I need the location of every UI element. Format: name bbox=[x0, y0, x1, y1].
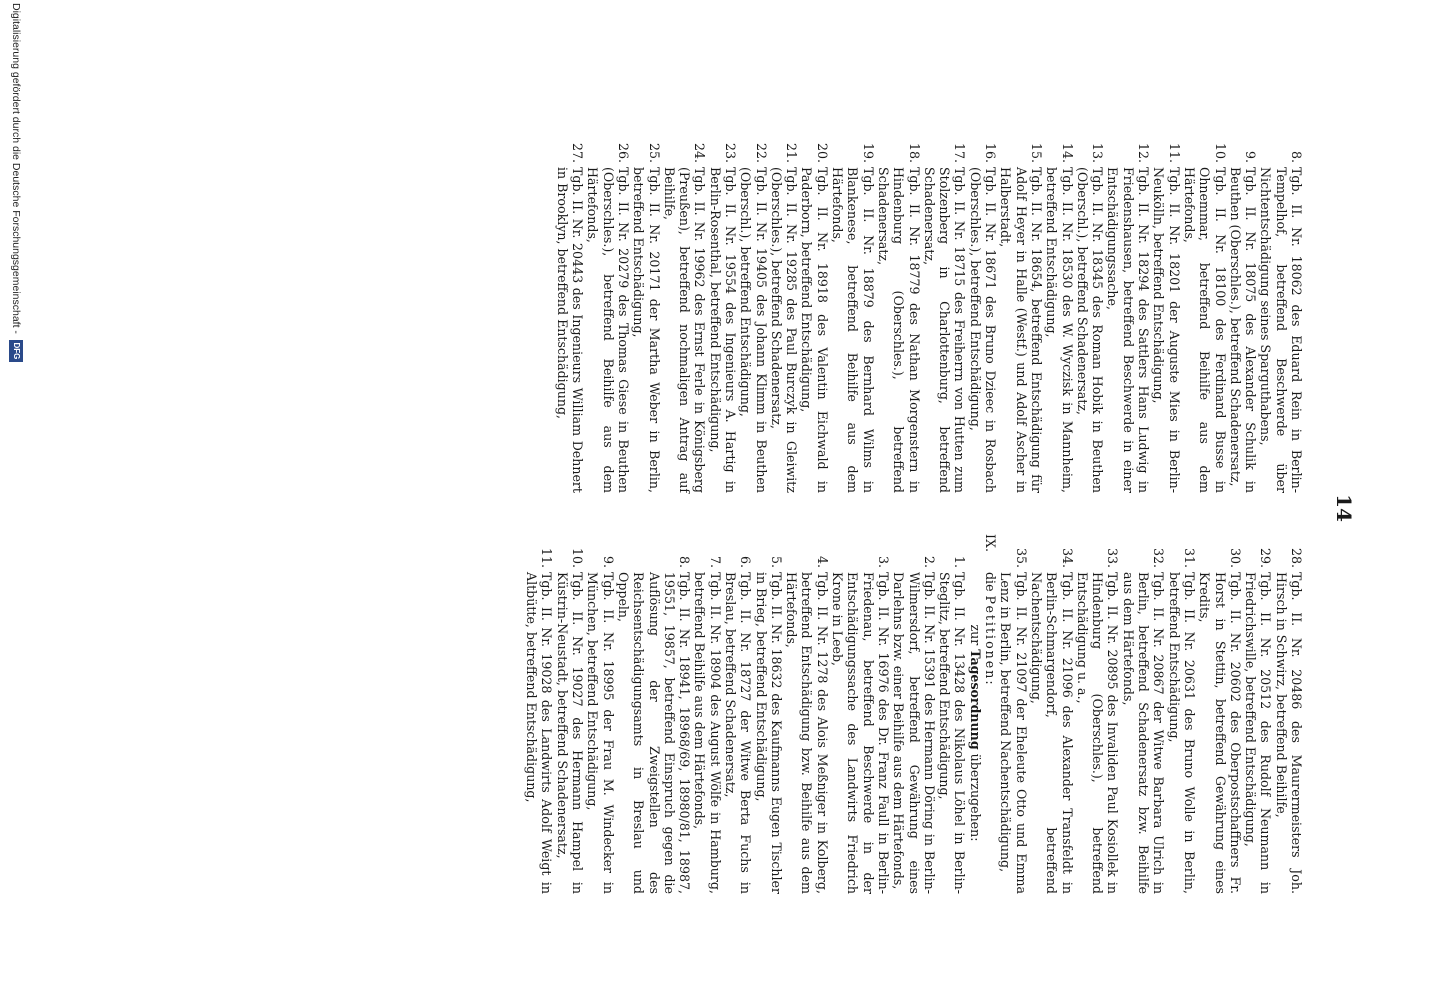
page-number: 14 bbox=[1332, 494, 1356, 522]
list-item bbox=[1258, 145, 1304, 493]
item-text: Tgb. II. Nr. 18727 der Witwe Berta Fuchs in Breslau, betreffend Schadenersatz, bbox=[723, 572, 754, 894]
list-item bbox=[768, 142, 800, 493]
footer-text: Digitalisierung gefördert durch die Deutsche Forschungsgemeinschaft - bbox=[10, 3, 22, 334]
list-item bbox=[753, 550, 784, 894]
item-text: Tgb. II. Nr. 18904 des August Wölfe in Hamburg, betreffend Beihilfe aus dem Härtefonds, bbox=[692, 572, 723, 894]
item-text: Tgb. II. Nr. 21097 der Eheleute Otto und Emma Lenz in Berlin, betreffend Nachentschädigung, bbox=[998, 572, 1029, 894]
item-number: 11. bbox=[539, 547, 555, 568]
list-item bbox=[1228, 145, 1259, 493]
list-item bbox=[830, 550, 891, 894]
list-item bbox=[998, 547, 1029, 894]
list-item bbox=[1105, 142, 1152, 493]
section-ix-roman: IX. bbox=[983, 534, 999, 552]
list-item bbox=[1074, 142, 1106, 493]
list-item bbox=[585, 550, 616, 894]
item-text: Tgb. II. Nr. 18671 des Bruno Dzieec in Rosbach (Oberschles.), betreffend Entschädigung, bbox=[967, 167, 999, 493]
item-number: 9. bbox=[600, 555, 616, 568]
item-text: Tgb. II. Nr. 20486 des Maurermeisters Joh. Hirsch in Schwirz, betreffend Beihilfe, bbox=[1273, 572, 1304, 894]
item-number: 6. bbox=[738, 555, 754, 568]
list-item bbox=[1243, 547, 1274, 894]
item-number: 30. bbox=[1227, 547, 1243, 568]
item-text: Tgb. II. Nr. 18201 der Auguste Mies in Berlin-Neukölln, betreffend Entschädigung, bbox=[1151, 167, 1182, 493]
item-text: Tgb. II. Nr. 20895 des Invaliden Paul Kosiollek in Hindenburg (Oberschles.), betreffend Entschädigung u. a., bbox=[1074, 572, 1121, 894]
list-item bbox=[1044, 142, 1075, 493]
list-item bbox=[554, 142, 586, 493]
item-text: Tgb. II. Nr. 20602 des Oberpostschaffners Fr. Horst in Stettin, betreffend Gewährung eines Kredits, bbox=[1197, 572, 1243, 894]
list-item bbox=[524, 547, 555, 894]
item-text: Tgb. II. Nr. 20171 der Martha Weber in Berlin, betreffend Entschädigung, bbox=[631, 167, 662, 493]
item-text: Tgb. II. Nr. 19285 des Paul Burczyk in Gleiwitz (Oberschles.), betreffend Schadenersatz, bbox=[768, 167, 800, 493]
item-text: Tgb. II. Nr. 18632 des Kaufmanns Eugen Tischler in Brieg, betreffend Entschädigung, bbox=[753, 572, 784, 894]
digitization-footer bbox=[6, 3, 26, 993]
item-number: 24. bbox=[692, 142, 708, 163]
item-text: Tgb. II. Nr. 18530 des W. Wyczisk in Mannheim, betreffend Entschädigung, bbox=[1044, 167, 1075, 493]
item-text: Tgb. II. Nr. 15391 des Hermann Döring in Berlin-Wilmersdorf, betreffend Gewährung eines Darlehns bzw. einer Beihilfe aus dem Härtefonds, bbox=[891, 572, 937, 894]
item-number: 31. bbox=[1181, 547, 1197, 568]
section-ix-petitions: Petitionen bbox=[983, 595, 999, 681]
list-item bbox=[616, 550, 692, 894]
section-ix-prefix: die bbox=[983, 572, 999, 596]
list-item bbox=[891, 550, 937, 894]
list-item bbox=[967, 142, 999, 493]
item-number: 9. bbox=[1243, 150, 1259, 163]
item-number: 8. bbox=[1289, 150, 1304, 163]
item-number: 16. bbox=[983, 142, 999, 163]
item-text: Tgb. II. Nr. 18779 des Nathan Morgenstern in Hindenburg (Oberschles.), betreffend Schadenersatz, bbox=[875, 167, 922, 493]
list-item bbox=[1181, 142, 1228, 493]
item-number: 15. bbox=[1028, 142, 1044, 163]
item-text: Tgb. II. Nr. 16976 des Dr. Franz Faull in Berlin-Friedenau, betreffend Beschwerde in der Entschädigungssache des Landwirts Friedrich Krone in Leeb, bbox=[830, 572, 891, 894]
section-ix-heading bbox=[983, 534, 999, 894]
list-item bbox=[875, 142, 922, 493]
item-text: Tgb. II. Nr. 1278 des Alois Meßniger in Kolberg, betreffend Entschädigung bzw. Beihilfe aus dem Härtefonds, bbox=[784, 572, 830, 894]
list-item bbox=[692, 550, 723, 894]
list-item bbox=[554, 547, 586, 894]
list-item bbox=[830, 142, 876, 493]
item-number: 12. bbox=[1136, 142, 1152, 163]
item-number: 13. bbox=[1090, 142, 1106, 163]
item-number: 14. bbox=[1059, 142, 1075, 163]
section-ix-suffix: : bbox=[983, 680, 999, 685]
list-item bbox=[1151, 142, 1182, 493]
item-number: 11. bbox=[1166, 142, 1182, 163]
list-item bbox=[707, 142, 739, 493]
list-item bbox=[1197, 547, 1243, 894]
item-number: 23. bbox=[723, 142, 739, 163]
list-item bbox=[784, 550, 830, 894]
item-text: Tgb. II. Nr. 20631 des Bruno Wolle in Berlin, betreffend Entschädigung, bbox=[1166, 572, 1197, 894]
item-number: 3. bbox=[875, 555, 891, 568]
item-number: 10. bbox=[570, 547, 586, 568]
item-number: 25. bbox=[646, 142, 662, 163]
item-number: 8. bbox=[677, 555, 693, 568]
right-column bbox=[524, 534, 1304, 894]
right-column-entries bbox=[998, 547, 1304, 894]
list-item bbox=[1273, 547, 1304, 894]
list-item bbox=[661, 142, 708, 493]
item-number: 35. bbox=[1013, 547, 1029, 568]
item-text: Tgb. II. Nr. 19405 des Johann Klimm in Beuthen (Oberschl.), betreffend Entschädigung, bbox=[738, 167, 769, 493]
item-text: Tgb. II. Nr. 20443 des Ingenieurs William Dehnert in Brooklyn, betreffend Entschädigung, bbox=[554, 167, 586, 493]
item-number: 2. bbox=[921, 555, 937, 568]
list-item bbox=[1074, 547, 1121, 894]
item-number: 33. bbox=[1105, 547, 1121, 568]
list-item bbox=[585, 142, 631, 493]
list-item bbox=[998, 142, 1044, 493]
item-text: Tgb. II. Nr. 18995 der Frau M. Windecker in München, betreffend Entschädigung, bbox=[585, 572, 616, 894]
section-ix-entries bbox=[524, 547, 968, 894]
item-text: Tgb. II. Nr. 20867 der Witwe Barbara Ulrich in Berlin, betreffend Schadenersatz bzw. Beihilfe aus dem Härtefonds, bbox=[1120, 572, 1167, 894]
list-item bbox=[921, 142, 968, 493]
item-text: Tgb. II. Nr. 18075 des Alexander Schulik in Beuthen (Oberschles.), betreffend Schadenersatz, bbox=[1227, 167, 1259, 493]
item-number: 32. bbox=[1151, 547, 1167, 568]
item-text: Tgb. II. Nr. 18062 des Eduard Rein in Berlin-Tempelhof, betreffend Beschwerde über Nichtentschädigung seines Sparguthabens, bbox=[1258, 167, 1304, 493]
item-text: Tgb. II. Nr. 20512 des Rudolf Neumann in Friedrichswille, betreffend Entschädigung, bbox=[1243, 572, 1274, 894]
section-ix-subline-suffix: überzugehen: bbox=[967, 749, 983, 842]
left-column bbox=[554, 142, 1304, 493]
item-text: Tgb. II. Nr. 18654, betreffend Entschädigung für Adolf Heyer in Halle (Westf.) und Adolf Ascher in Halberstadt, bbox=[998, 167, 1044, 493]
list-item bbox=[1028, 547, 1075, 894]
item-text: Tgb. II. Nr. 18345 des Roman Hobik in Beuthen (Oberschl.), betreffend Schadenersatz, bbox=[1074, 167, 1106, 493]
item-number: 10. bbox=[1212, 142, 1228, 163]
item-number: 28. bbox=[1289, 547, 1304, 568]
list-item bbox=[723, 550, 754, 894]
section-ix-subline-prefix: zur bbox=[967, 624, 983, 650]
item-number: 29. bbox=[1258, 547, 1274, 568]
list-item bbox=[631, 142, 662, 493]
item-text: Tgb. II. Nr. 18715 des Freiherrn von Hutten zum Stolzenberg in Charlottenburg, betreffend Schadenersatz, bbox=[921, 167, 968, 493]
item-number: 5. bbox=[768, 555, 784, 568]
list-item bbox=[799, 142, 830, 493]
item-number: 17. bbox=[952, 142, 968, 163]
list-item bbox=[937, 550, 968, 894]
item-text: Tgb. II. Nr. 19962 des Ernst Ferle in Königsberg (Preußen), betreffend nochmaligen Antrag auf Beihilfe, bbox=[661, 167, 708, 493]
section-ix-subline bbox=[967, 550, 982, 894]
list-item bbox=[738, 142, 769, 493]
item-text: Tgb. II. Nr. 19028 des Landwirts Adolf Weigt in Altbütte, betreffend Entschädigung, bbox=[524, 572, 555, 894]
dfg-logo-icon: DFG bbox=[9, 340, 23, 362]
item-number: 1. bbox=[952, 555, 968, 568]
section-ix-subline-bold: Tagesordnung bbox=[967, 649, 983, 750]
item-number: 27. bbox=[570, 142, 586, 163]
item-text: Tgb. II. Nr. 18918 des Valentin Eichwald in Paderborn, betreffend Entschädigung, bbox=[799, 167, 830, 493]
item-text: Tgb. II. Nr. 20279 des Thomas Giese in Beuthen (Oberschles.), betreffend Beihilfe aus dem Härtefonds, bbox=[585, 167, 631, 493]
item-number: 7. bbox=[707, 555, 723, 568]
item-number: 21. bbox=[784, 142, 800, 163]
item-text: Tgb. II. Nr. 18941, 18968/69, 18980/81, 18987, 19551, 19857, betreffend Einspruch gegen die Auflösung der Zweigstellen des Reichsentschädigungsamts in Breslau und Oppeln, bbox=[615, 572, 693, 894]
item-text: Tgb. II. Nr. 21096 des Alexander Transfeldt in Berlin-Schmargendorf, betreffend Nachentschädigung, bbox=[1028, 572, 1075, 894]
list-item bbox=[1166, 547, 1197, 894]
item-text: Tgb. II. Nr. 18879 des Bernhard Wilms in Blankenese, betreffend Beihilfe aus dem Härtefonds, bbox=[830, 167, 876, 493]
item-number: 26. bbox=[615, 142, 631, 163]
item-number: 18. bbox=[906, 142, 922, 163]
item-text: Tgb. II. Nr. 19554 des Ingenieurs A. Hartig in Berlin-Rosenthal, betreffend Entschädigung, bbox=[707, 167, 739, 493]
item-text: Tgb. II. Nr. 18100 des Ferdinand Busse in Ohnemmar, betreffend Beihilfe aus dem Härtefonds, bbox=[1181, 167, 1228, 493]
item-number: 34. bbox=[1059, 547, 1075, 568]
item-number: 20. bbox=[814, 142, 830, 163]
item-number: 4. bbox=[814, 555, 830, 568]
list-item bbox=[1120, 547, 1167, 894]
item-number: 19. bbox=[860, 142, 876, 163]
item-text: Tgb. II. Nr. 18294 des Sattlers Hans Ludwig in Friedenshausen, betreffend Beschwerde in einer Entschädigungssache, bbox=[1105, 167, 1152, 493]
item-text: Tgb. II. Nr. 13428 des Nikolaus Löhel in Berlin-Steglitz, betreffend Entschädigung, bbox=[937, 572, 968, 894]
item-text: Tgb. II. Nr. 19027 des Hermann Hampel in Küstrin-Neustadt, betreffend Schadenersatz, bbox=[554, 572, 586, 894]
item-number: 22. bbox=[753, 142, 769, 163]
